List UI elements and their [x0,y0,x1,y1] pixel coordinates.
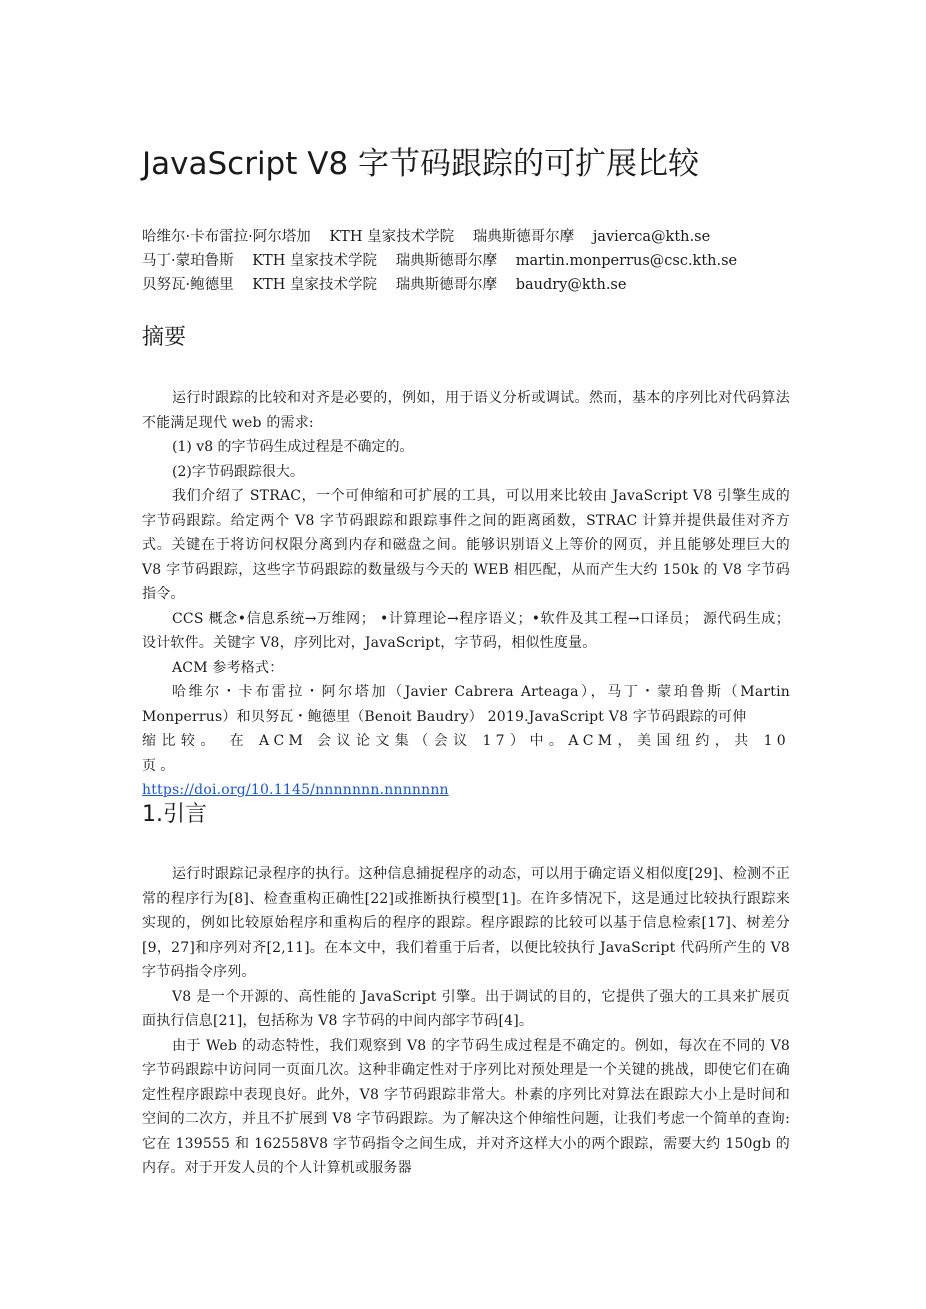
author-location: 瑞典斯德哥尔摩 [395,277,498,293]
author-name: 马丁·蒙珀鲁斯 [142,253,234,269]
author-entry [142,249,790,273]
acm-reference-text: 哈维尔・卡布雷拉・阿尔塔加（Javier Cabrera Arteaga），马丁・蒙珀鲁斯（Martin Monperrus）和贝努瓦・鲍德里（Benoit Baudry） 2019.JavaScript V8 字节码跟踪的可伸 [142,684,790,725]
abstract-heading: 摘要 [142,325,187,350]
ccs-concepts: CCS 概念•信息系统→万维网； •计算理论→程序语义；•软件及其工程→口译员； 源代码生成； 设计软件。关键字 V8，序列比对，JavaScript，字节码，相似性度量。 [142,610,790,651]
introduction-heading: 1.引言 [142,802,207,827]
author-email: javierca@kth.se [592,229,711,245]
acm-reference [142,680,790,803]
author-location: 瑞典斯德哥尔摩 [395,253,498,269]
introduction-body [142,862,790,1181]
abstract-paragraph: 我们介绍了 STRAC，一个可伸缩和可扩展的工具，可以用来比较由 JavaScript V8 引擎生成的字节码跟踪。给定两个 V8 字节码跟踪和跟踪事件之间的距离函数，STRAC 计算并提供最佳对齐方式。关键在于将访问权限分离到内存和磁盘之间。能够识别语义上等价的网页，并且能够处理巨大的 V8 字节码跟踪，这些字节码跟踪的数量级与今天的 WEB 相匹配，从而产生大约 150k 的 V8 字节码指令。 [142,488,790,602]
acm-reference-label: ACM 参考格式： [172,659,284,676]
author-affiliation: KTH 皇家技术学院 [329,229,455,245]
intro-paragraph: 运行时跟踪记录程序的执行。这种信息捕捉程序的动态，可以用于确定语义相似度[29]、检测不正常的程序行为[8]、检查重构正确性[22]或推断执行模型[1]。在许多情况下，这是通过比较执行跟踪来实现的，例如比较原始程序和重构后的程序的跟踪。程序跟踪的比较可以基于信息检索[17]、树差分[9，27]和序列对齐[2,11]。在本文中，我们着重于后者，以便比较执行 JavaScript 代码所产生的 V8 字节码指令序列。 [142,866,790,980]
author-affiliation: KTH 皇家技术学院 [252,253,377,269]
author-entry [142,225,790,249]
author-name: 哈维尔·卡布雷拉·阿尔塔加 [142,229,311,245]
acm-reference-text: 缩比较。 在 ACM 会议论文集（会议 17）中。ACM，美国纽约，共 10 页。 [142,733,790,774]
paper-title: JavaScript V8 字节码跟踪的可扩展比较 [142,146,700,182]
author-entry [142,273,790,297]
doi-link[interactable]: https://doi.org/10.1145/nnnnnnn.nnnnnnn [142,782,449,798]
author-location: 瑞典斯德哥尔摩 [472,229,575,245]
author-email: baudry@kth.se [515,277,627,293]
author-list [142,225,790,297]
abstract-list-item: (1) v8 的字节码生成过程是不确定的。 [172,439,414,455]
author-name: 贝努瓦·鲍德里 [142,277,234,293]
author-affiliation: KTH 皇家技术学院 [252,277,377,293]
author-email: martin.monperrus@csc.kth.se [515,253,738,269]
abstract-paragraph: 运行时跟踪的比较和对齐是必要的，例如，用于语义分析或调试。然而，基本的序列比对代码算法不能满足现代 web 的需求: [142,390,790,431]
abstract-body [142,386,790,803]
intro-paragraph: V8 是一个开源的、高性能的 JavaScript 引擎。出于调试的目的，它提供了强大的工具来扩展页面执行信息[21]，包括称为 V8 字节码的中间内部字节码[4]。 [142,988,790,1029]
abstract-list-item: (2)字节码跟踪很大。 [172,463,304,480]
intro-paragraph: 由于 Web 的动态特性，我们观察到 V8 的字节码生成过程是不确定的。例如，每次在不同的 V8 字节码跟踪中访问同一页面几次。这种非确定性对于序列比对预处理是一个关键的挑战，即使它们在确定性程序跟踪中表现良好。此外，V8 字节码跟踪非常大。朴素的序列比对算法在跟踪大小上是时间和空间的二次方，并且不扩展到 V8 字节码跟踪。为了解决这个伸缩性问题，让我们考虑一个简单的查询:它在 139555 和 162558V8 字节码指令之间生成，并对齐这样大小的两个跟踪，需要大约 150gb 的内存。对于开发人员的个人计算机或服务器 [142,1037,790,1176]
